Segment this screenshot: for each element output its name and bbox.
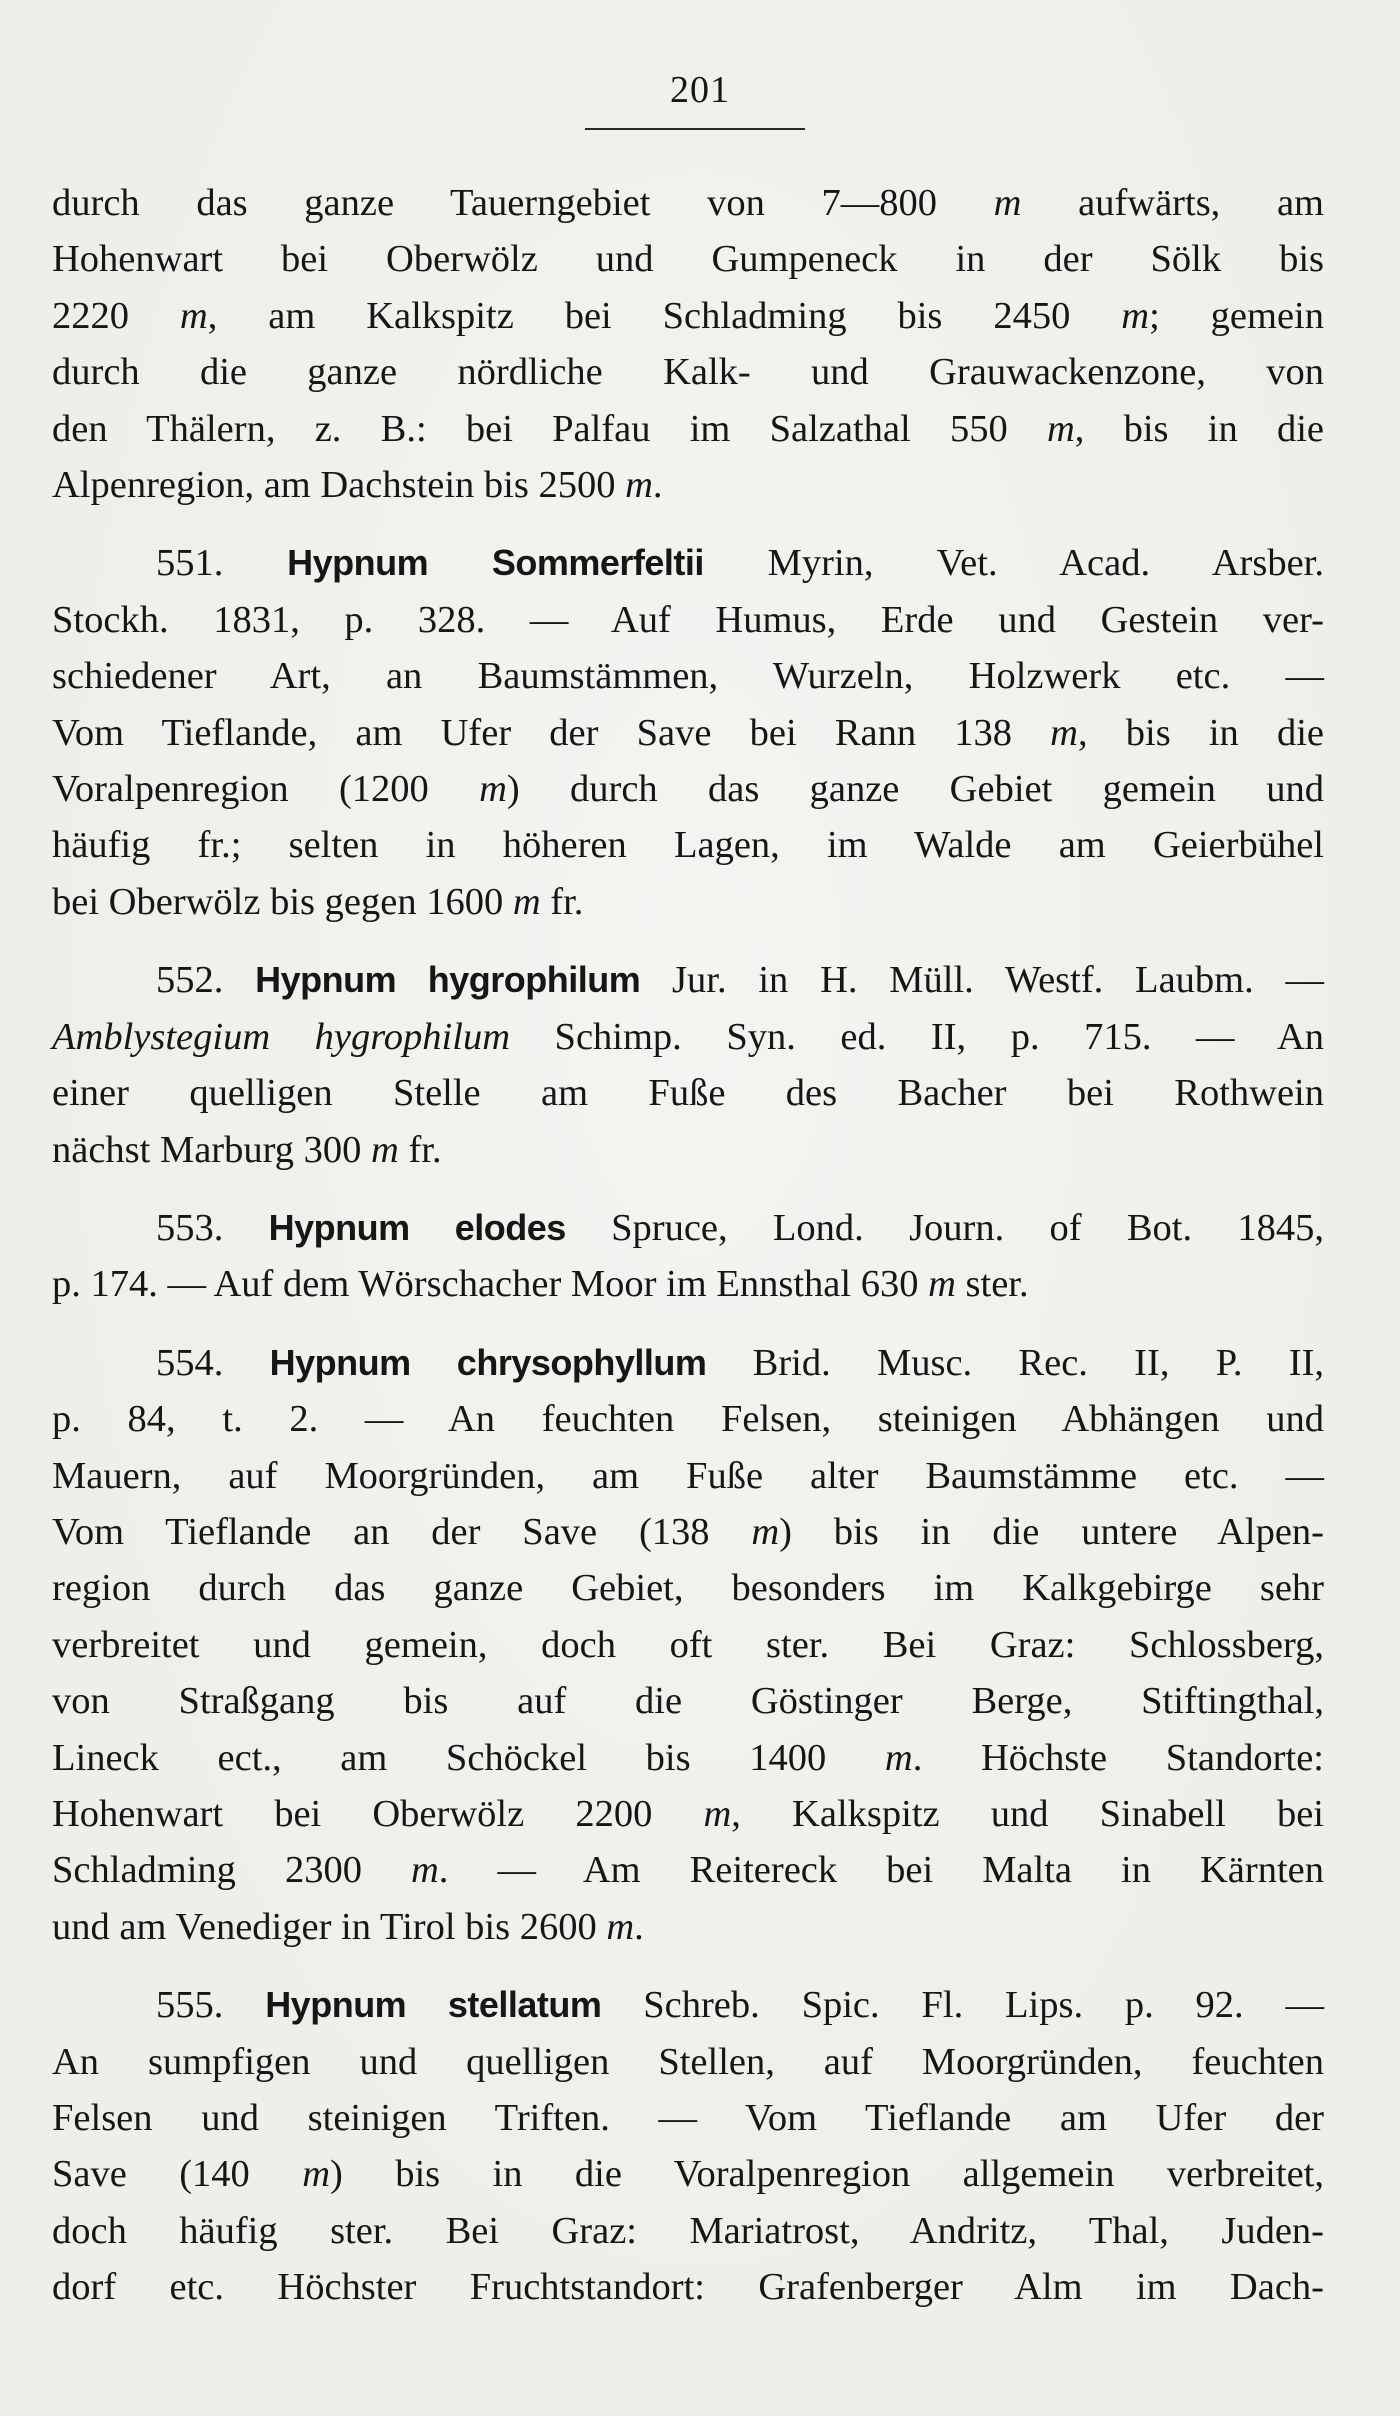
unit-abbrev: m [302, 2153, 331, 2196]
text-segment: Save (140 [52, 2153, 303, 2196]
entry-552 [52, 952, 1324, 1178]
text-line [52, 1448, 1324, 1504]
synonym-line [52, 1009, 1324, 1065]
text-segment: ; gemein [1149, 294, 1324, 337]
text-segment: 2220 [52, 294, 180, 337]
text-segment: ) durch das ganze Gebiet gemein und [506, 768, 1324, 811]
unit-abbrev: m [1046, 407, 1075, 450]
species-name: Hypnum stellatum [265, 1984, 602, 2026]
citation-text: Spruce, Lond. Journ. of Bot. 1845, [565, 1206, 1324, 1249]
text-line [52, 1842, 1324, 1898]
text-line [52, 1786, 1324, 1842]
page-body [52, 175, 1324, 2338]
unit-abbrev: m [884, 1736, 913, 1779]
unit-abbrev: m [479, 768, 507, 811]
species-name: Hypnum hygrophilum [255, 959, 641, 1001]
entry-number: 551. [156, 542, 288, 585]
unit-abbrev: m [371, 1128, 399, 1171]
unit-abbrev: m [1050, 711, 1078, 754]
text-segment: schiedener Art, an Baumstämmen, Wurzeln, Holzwerk etc. — [52, 655, 1324, 698]
text-segment: von Straßgang bis auf die Göstinger Berge, Stiftingthal, [52, 1680, 1324, 1723]
text-segment: Felsen und steinigen Triften. — Vom Tieflande am Ufer der [52, 2097, 1324, 2139]
text-segment: durch die ganze nördliche Kalk- und Grauwackenzone, von [52, 351, 1324, 394]
entry-number: 554. [156, 1341, 270, 1384]
citation-text: Schimp. Syn. ed. II, p. 715. — An [510, 1015, 1324, 1058]
text-segment: , Kalkspitz und Sinabell bei [731, 1792, 1324, 1835]
text-line [52, 288, 1324, 344]
unit-abbrev: m [606, 1905, 635, 1948]
text-line [52, 344, 1324, 400]
text-line [52, 231, 1324, 287]
text-segment: aufwärts, am [1021, 182, 1324, 224]
text-line [52, 648, 1324, 704]
text-line [52, 1065, 1324, 1121]
text-segment: p. 174. — Auf dem Wörschacher Moor im Ennsthal 630 [52, 1263, 929, 1306]
text-segment: region durch das ganze Gebiet, besonders im Kalkgebirge sehr [52, 1567, 1324, 1610]
entry-head-line [52, 1335, 1324, 1391]
text-line [52, 1504, 1324, 1560]
text-segment: Vom Tieflande, am Ufer der Save bei Rann 138 [52, 711, 1051, 754]
entry-555 [52, 1977, 1324, 2315]
text-line [52, 1899, 1324, 1955]
text-segment: Hohenwart bei Oberwölz 2200 [52, 1792, 704, 1835]
unit-abbrev: m [512, 880, 541, 923]
text-segment: Stockh. 1831, p. 328. — Auf Humus, Erde und Gestein ver- [52, 598, 1324, 641]
unit-abbrev: m [928, 1263, 956, 1306]
unit-abbrev: m [1121, 294, 1150, 337]
text-segment: doch häufig ster. Bei Graz: Mariatrost, Andritz, Thal, Juden- [52, 2209, 1324, 2252]
entry-number: 552. [156, 959, 256, 1002]
text-line [52, 1673, 1324, 1729]
text-line [52, 1730, 1324, 1786]
text-segment: . [634, 1905, 644, 1948]
species-name: Hypnum chrysophyllum [269, 1341, 707, 1383]
unit-abbrev: m [751, 1510, 780, 1553]
text-segment: Hohenwart bei Oberwölz und Gumpeneck in der Sölk bis [52, 238, 1324, 281]
text-segment: ) bis in die Voralpenregion allgemein verbreitet, [330, 2153, 1324, 2196]
unit-abbrev: m [993, 182, 1022, 224]
text-segment: durch das ganze Tauerngebiet von 7—800 [52, 182, 994, 224]
entry-number: 553. [156, 1206, 269, 1249]
entry-551 [52, 535, 1324, 930]
page-number: 201 [670, 69, 730, 111]
unit-abbrev: m [410, 1849, 439, 1892]
text-line [52, 817, 1324, 873]
text-line [52, 705, 1324, 761]
species-name: Hypnum elodes [268, 1206, 566, 1248]
text-segment: . — Am Reitereck bei Malta in Kärnten [438, 1849, 1324, 1892]
text-segment: p. 84, t. 2. — An feuchten Felsen, steinigen Abhängen und [52, 1398, 1324, 1441]
text-segment: fr. [398, 1128, 442, 1171]
text-line [52, 592, 1324, 648]
text-line [52, 2090, 1324, 2146]
text-segment: und am Venediger in Tirol bis 2600 [52, 1905, 607, 1948]
text-segment: ) bis in die untere Alpen- [779, 1510, 1324, 1553]
unit-abbrev: m [179, 294, 208, 337]
entry-head-line [52, 535, 1324, 591]
text-segment: Alpenregion, am Dachstein bis 2500 [52, 464, 626, 507]
entry-head-line [52, 1977, 1324, 2033]
text-line [52, 2259, 1324, 2315]
text-segment: fr. [540, 880, 584, 923]
entry-head-line [52, 952, 1324, 1008]
unit-abbrev: m [625, 464, 653, 507]
text-segment: . Höchste Standorte: [912, 1736, 1324, 1779]
text-segment: , bis in die [1074, 407, 1324, 450]
entry-head-line [52, 1200, 1324, 1256]
text-segment: An sumpfigen und quelligen Stellen, auf Moorgründen, feuchten [52, 2040, 1324, 2083]
text-line [52, 874, 1324, 930]
unit-abbrev: m [703, 1792, 732, 1835]
citation-text: Brid. Musc. Rec. II, P. II, [706, 1341, 1325, 1384]
text-line [52, 175, 1324, 231]
text-segment: Vom Tieflande an der Save (138 [52, 1510, 752, 1553]
citation-text: Myrin, Vet. Acad. Arsber. [703, 542, 1324, 585]
text-line [52, 2203, 1324, 2259]
header-rule [585, 128, 805, 130]
synonym-name: Amblystegium hygrophilum [52, 1015, 510, 1058]
entry-554 [52, 1335, 1324, 1955]
text-line [52, 761, 1324, 817]
citation-text: Schreb. Spic. Fl. Lips. p. 92. — [601, 1984, 1324, 2027]
citation-text: Jur. in H. Müll. Westf. Laubm. — [640, 959, 1324, 1002]
text-line [52, 2034, 1324, 2090]
paragraph-continuation [52, 175, 1324, 513]
text-segment: nächst Marburg 300 [52, 1128, 371, 1171]
text-segment: den Thälern, z. B.: bei Palfau im Salzathal 550 [52, 407, 1047, 450]
text-segment: bei Oberwölz bis gegen 1600 [52, 880, 513, 923]
text-segment: verbreitet und gemein, doch oft ster. Bei Graz: Schlossberg, [52, 1623, 1324, 1666]
text-segment: Lineck ect., am Schöckel bis 1400 [52, 1736, 885, 1779]
text-line [52, 1256, 1324, 1312]
text-segment: Mauern, auf Moorgründen, am Fuße alter Baumstämme etc. — [52, 1454, 1324, 1497]
text-segment: einer quelligen Stelle am Fuße des Bacher bei Rothwein [52, 1072, 1324, 1115]
text-segment: , am Kalkspitz bei Schladming bis 2450 [207, 294, 1122, 337]
text-segment: dorf etc. Höchster Fruchtstandort: Grafenberger Alm im Dach- [52, 2266, 1324, 2309]
text-line [52, 401, 1324, 457]
entry-number: 555. [156, 1984, 266, 2027]
text-line [52, 457, 1324, 513]
text-segment: , bis in die [1077, 711, 1324, 754]
text-segment: ster. [955, 1263, 1029, 1306]
text-line [52, 2146, 1324, 2202]
text-line [52, 1617, 1324, 1673]
text-line [52, 1122, 1324, 1178]
text-line [52, 1560, 1324, 1616]
text-segment: Schladming 2300 [52, 1849, 411, 1892]
text-segment: häufig fr.; selten in höheren Lagen, im Walde am Geierbühel [52, 824, 1324, 867]
text-line [52, 1391, 1324, 1447]
entry-553 [52, 1200, 1324, 1313]
species-name: Hypnum Sommerfeltii [287, 542, 704, 584]
text-segment: . [652, 464, 663, 507]
text-segment: Voralpenregion (1200 [52, 768, 480, 811]
